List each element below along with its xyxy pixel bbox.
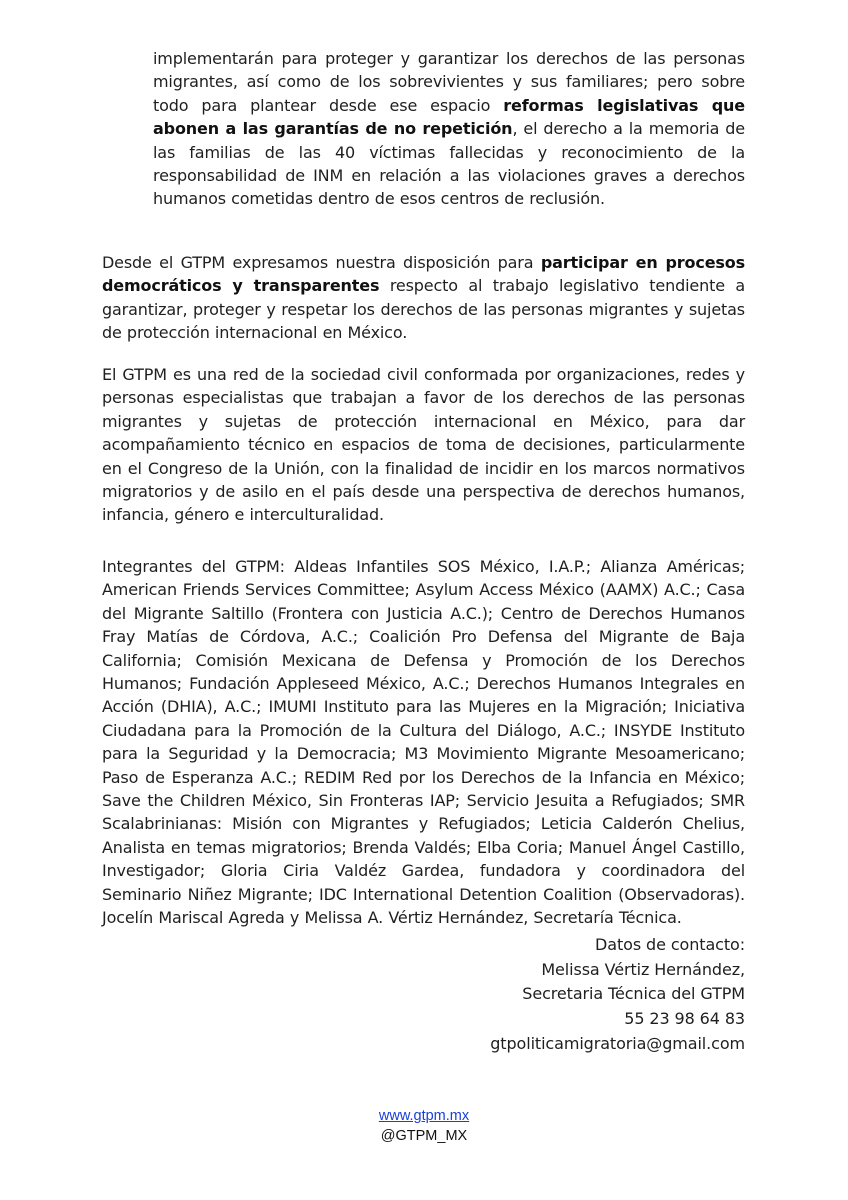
social-handle: @GTPM_MX [380,1128,468,1144]
contact-phone: 55 23 98 64 83 [624,1009,745,1029]
text-segment: Integrantes del GTPM: Aldeas Infantiles SOS México, I.A.P.; Alianza Américas; American Friends Services Committee; Asylum Access México (AAMX) A.C.; Casa del Migrante Saltillo (Frontera con Justicia A.C.); Centro de Derechos Humanos Fray Matías de Córdova, A.C.; Coalición Pro Defensa del Migrante de Baja California; Comisión Mexicana de Defensa y Promoción de los Derechos Humanos; Fundación Appleseed México, A.C.; Derechos Humanos Integrales en Acción (DHIA), A.C.; IMUMI Instituto para las Mujeres en la Migración; Iniciativa Ciudadana para la Promoción de la Cultura del Diálogo, A.C.; INSYDE Instituto para la Seguridad y la Democracia; M3 Movimiento Migrante Mesoamericano; Paso de Esperanza A.C.; REDIM Red por los Derechos de la Infancia en México; Save the Children México, Sin Fronteras IAP; Servicio Jesuita a Refugiados; SMR Scalabrinianas: Misión con Migrantes y Refugiados; Leticia Calderón Chelius, Analista en temas migratorios; Brenda Valdés; Elba Coria; Manuel Ángel Castillo, Investigador; Gloria Ciria Valdéz Gardea, fundadora y coordinadora del Seminario Niñez Migrante; IDC International Detention Coalition (Observadoras). Jocelín Mariscal Agreda y Melissa A. Vértiz Hernández, Secretaría Técnica. [102,557,745,928]
contact-role: Secretaria Técnica del GTPM [522,984,745,1004]
text-segment: , el derecho a la memoria de las familias de las 40 víctimas fallecidas y reconocimiento de la responsabilidad de INM en relación a las violaciones graves a derechos humanos cometidas dentro de esos centros de reclusión. [153,119,745,209]
contact-block [490,933,745,1057]
text-segment: respecto al trabajo legislativo tendiente a garantizar, proteger y respetar los derechos de las personas migrantes y sujetas de protección internacional en México. [102,276,745,343]
members-paragraph [102,555,745,930]
text-segment: implementarán para proteger y garantizar los derechos de las personas migrantes, así como de los sobrevivientes y sus familiares; pero sobre todo para plantear desde ese espacio [153,49,745,115]
page-footer [0,1106,848,1146]
contact-name: Melissa Vértiz Hernández, [541,959,745,979]
website-link[interactable]: www.gtpm.mx [378,1108,470,1124]
text-segment: El GTPM es una red de la sociedad civil conformada por organizaciones, redes y personas especialistas que trabajan a favor de los derechos de las personas migrantes y sujetas de protección internacional en México, para dar acompañamiento técnico en espacios de toma de decisiones, particularmente en el Congreso de la Unión, con la finalidad de incidir en los marcos normativos migratorios y de asilo en el país desde una perspectiva de derechos humanos, infancia, género e interculturalidad. [102,365,745,525]
contact-email: gtpoliticamigratoria@gmail.com [490,1033,745,1053]
contact-heading: Datos de contacto: [595,935,745,954]
bold-text-segment: participar en procesos democráticos y transparentes [102,253,745,296]
intro-paragraph [153,47,745,211]
disposition-paragraph [102,251,745,345]
about-gtpm-paragraph [102,363,745,527]
text-segment: Desde el GTPM expresamos nuestra disposición para [102,253,541,272]
bold-text-segment: reformas legislativas que abonen a las garantías de no repetición [153,95,745,139]
